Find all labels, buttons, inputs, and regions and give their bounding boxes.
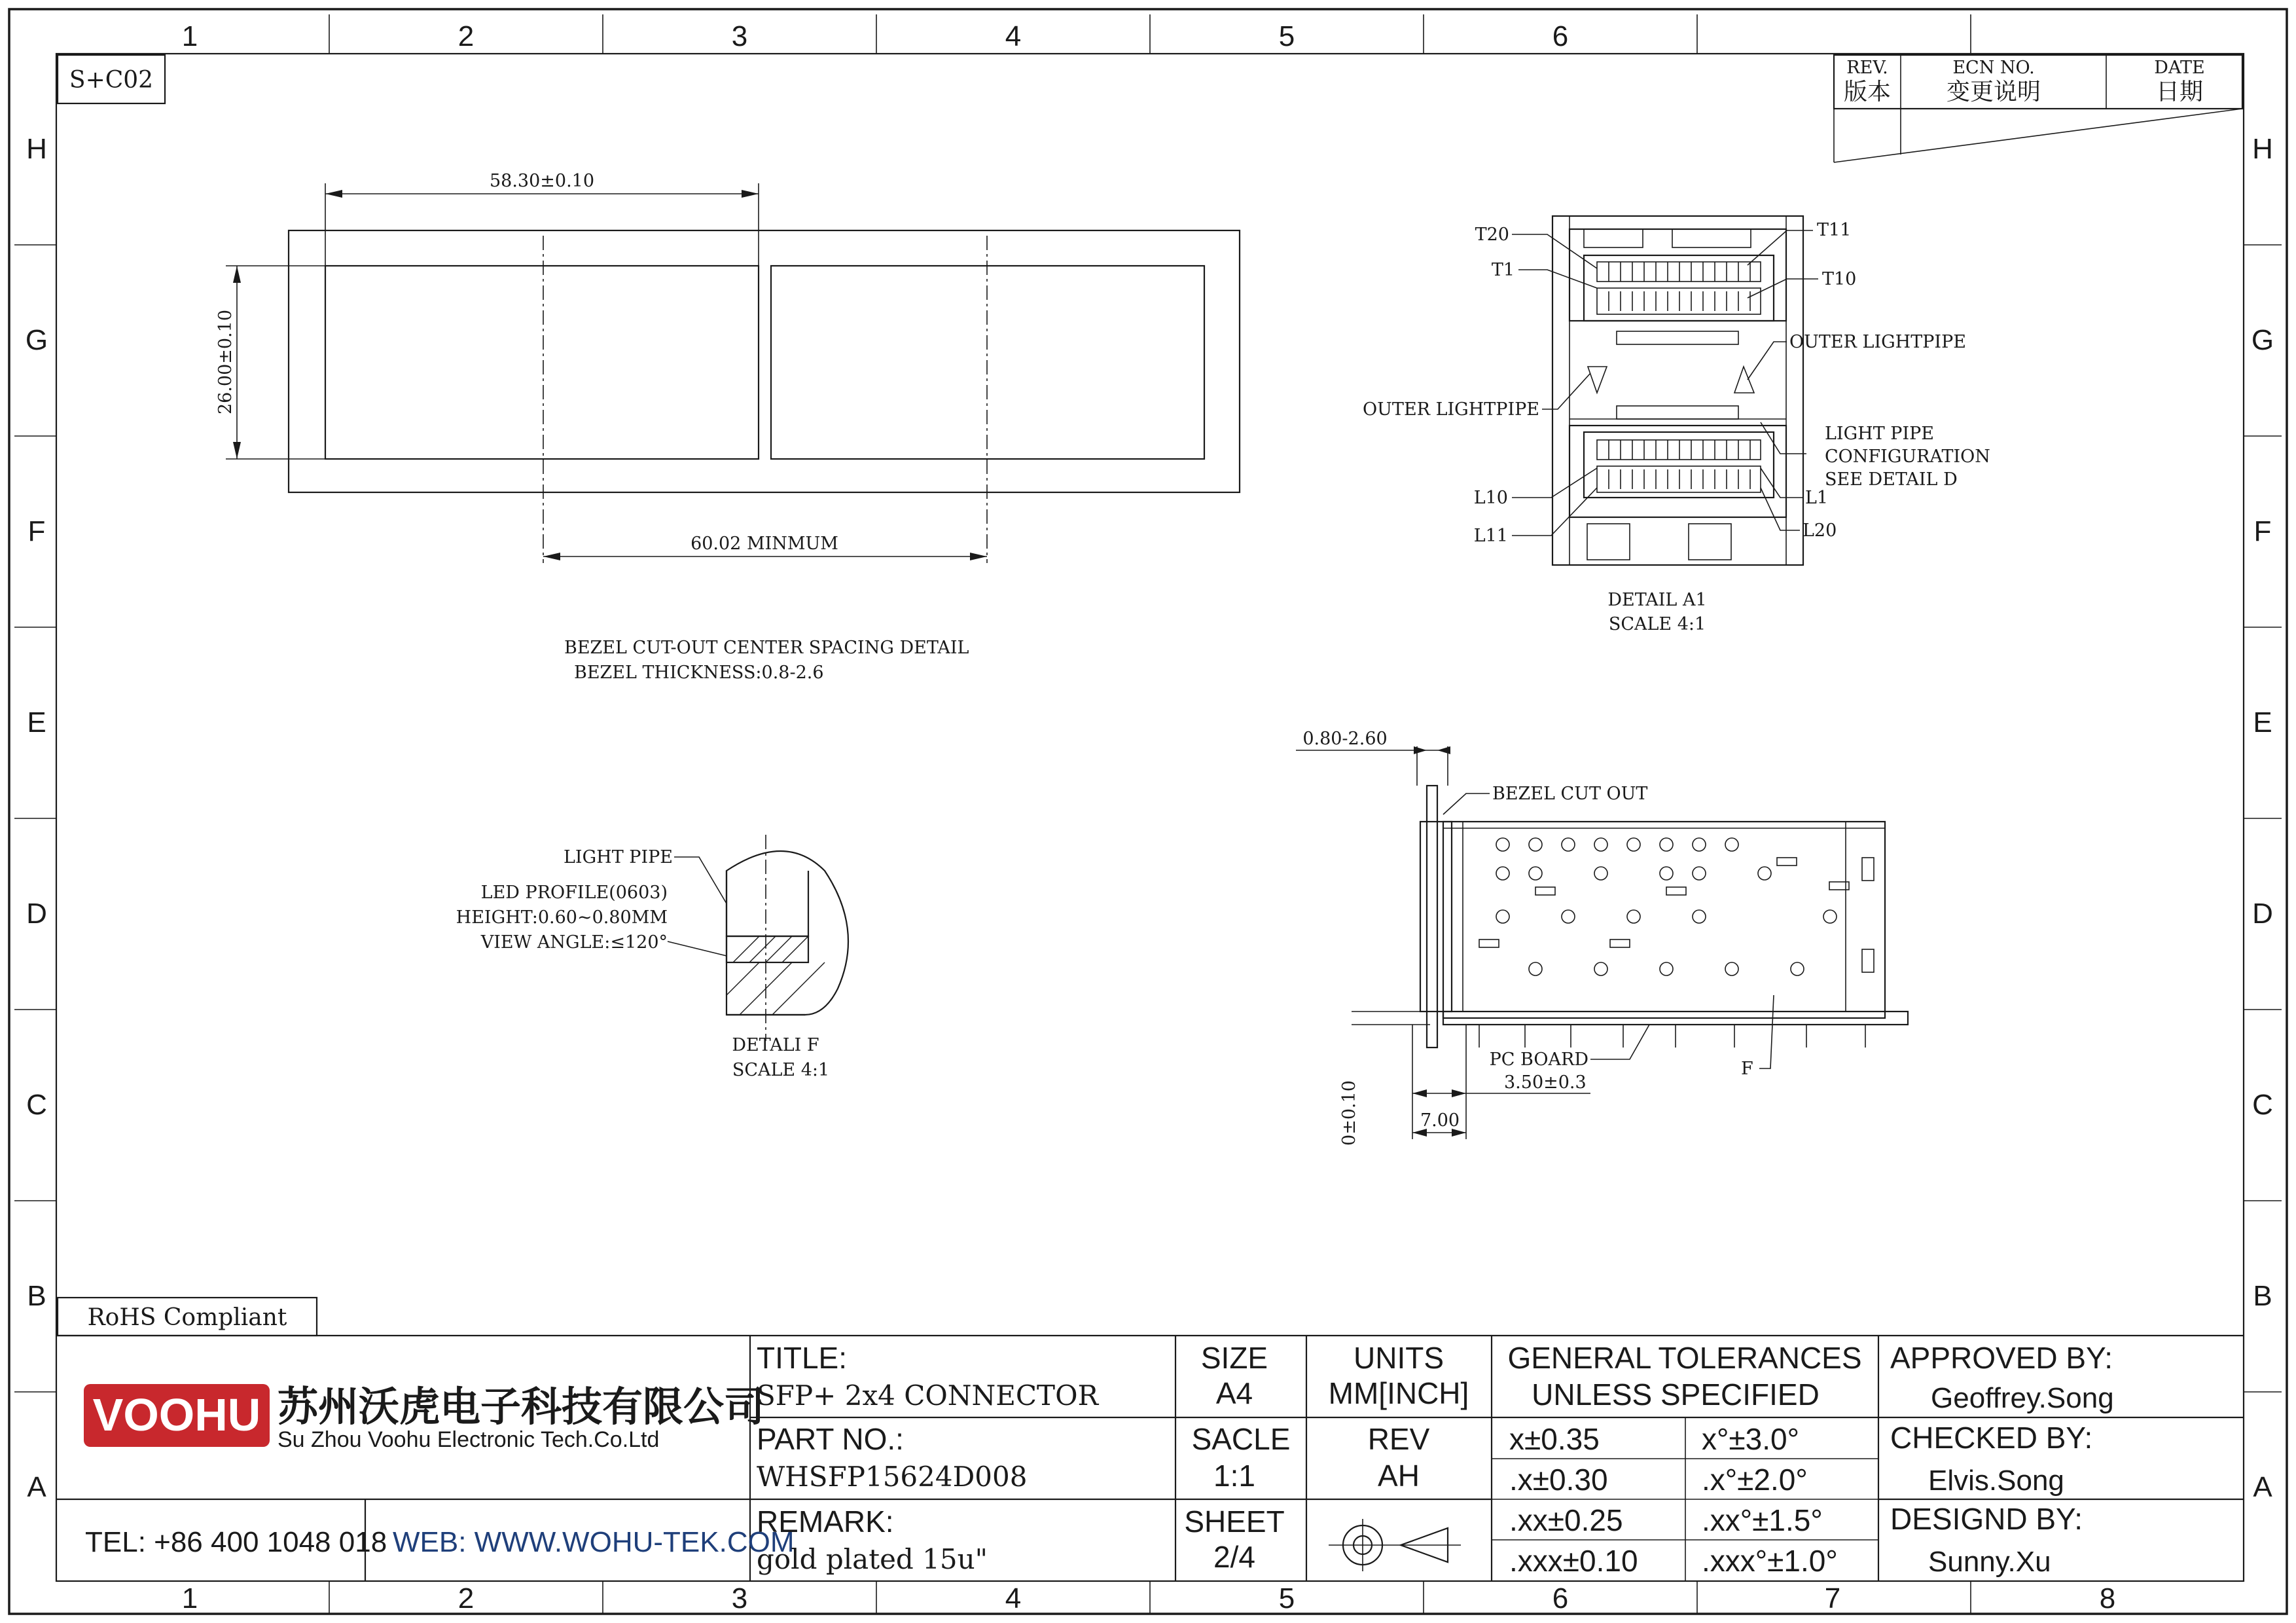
tolerance-header-1: GENERAL TOLERANCES [1507, 1341, 1862, 1375]
size-value: A4 [1215, 1376, 1253, 1410]
zone-row-left-g: G [25, 324, 48, 356]
tol-angular-0: x°±3.0° [1702, 1422, 1799, 1456]
tol-linear-1: .x±0.30 [1509, 1463, 1608, 1497]
label-led-profile: LED PROFILE(0603) [480, 883, 668, 903]
units-value: MM[INCH] [1328, 1376, 1469, 1410]
company-name-cn: 苏州沃虎电子科技有限公司 [278, 1385, 765, 1430]
revision-block [1834, 55, 2242, 162]
detail-f-view [456, 835, 848, 1080]
remark-label: REMARK: [757, 1504, 894, 1539]
label-t20: T20 [1475, 225, 1509, 245]
zone-col-bottom-6: 6 [1552, 1582, 1569, 1614]
zone-col-bottom-3: 3 [731, 1582, 748, 1614]
zone-row-right-b: B [2253, 1280, 2272, 1312]
label-outer-lightpipe-right: OUTER LIGHTPIPE [1789, 332, 1966, 352]
label-t1: T1 [1491, 260, 1515, 280]
label-side-f: F [1741, 1059, 1753, 1079]
zone-row-left-b: B [27, 1280, 46, 1312]
tolerance-header-2: UNLESS SPECIFIED [1532, 1377, 1820, 1412]
detail-f-caption-1: DETALI F [732, 1035, 819, 1055]
title-label: TITLE: [757, 1341, 848, 1375]
date-header: DATE [2154, 58, 2205, 78]
checked-value: Elvis.Song [1928, 1465, 2064, 1497]
zone-col-top-6: 6 [1552, 20, 1569, 52]
approved-value: Geoffrey.Song [1931, 1382, 2114, 1414]
zone-labels [26, 20, 2274, 1614]
scale-label: SACLE [1191, 1422, 1291, 1456]
tol-linear-3: .xxx±0.10 [1509, 1544, 1638, 1578]
zone-col-top-4: 4 [1005, 20, 1022, 52]
dim-60-02: 60.02 MINMUM [691, 534, 838, 554]
zone-row-left-h: H [26, 133, 47, 165]
label-l1: L1 [1805, 488, 1829, 508]
tol-linear-2: .xx±0.25 [1509, 1503, 1623, 1537]
label-light-pipe-1: LIGHT PIPE [1825, 424, 1935, 444]
rev-header: REV. [1846, 58, 1888, 78]
zone-row-right-d: D [2252, 898, 2273, 930]
label-detail-f-light-pipe: LIGHT PIPE [563, 847, 673, 867]
dim-7-00: 7.00 [1420, 1110, 1460, 1131]
zone-row-left-a: A [27, 1471, 46, 1503]
bezel-cutout-view [215, 171, 1240, 683]
rev-header-cn: 版本 [1843, 79, 1892, 105]
company-name-en: Su Zhou Voohu Electronic Tech.Co.Ltd [278, 1427, 660, 1452]
label-l11: L11 [1473, 526, 1508, 546]
bezel-caption-1: BEZEL CUT-OUT CENTER SPACING DETAIL [564, 638, 969, 658]
tol-angular-2: .xx°±1.5° [1702, 1503, 1823, 1537]
detail-a1-view [1363, 216, 1990, 634]
label-bezel-cut-out: BEZEL CUT OUT [1492, 784, 1648, 804]
rev-value: AH [1378, 1459, 1420, 1493]
zone-row-right-h: H [2252, 133, 2273, 165]
dim-26-00: 26.00±0.10 [215, 309, 236, 415]
zone-row-left-d: D [26, 898, 47, 930]
detail-a1-caption-1: DETAIL A1 [1607, 590, 1707, 610]
sheet-value: 2/4 [1213, 1540, 1255, 1574]
zone-col-top-3: 3 [731, 20, 748, 52]
label-t11: T11 [1817, 220, 1852, 240]
dim-3-50: 3.50±0.3 [1504, 1072, 1587, 1093]
label-l20: L20 [1803, 520, 1837, 541]
partno-value: WHSFP15624D008 [757, 1461, 1028, 1493]
zone-col-top-5: 5 [1278, 20, 1295, 52]
side-view [1296, 729, 1908, 1146]
tol-angular-3: .xxx°±1.0° [1702, 1544, 1838, 1578]
approved-label: APPROVED BY: [1890, 1341, 2113, 1375]
rohs-text: RoHS Compliant [87, 1304, 287, 1331]
zone-row-right-c: C [2252, 1089, 2273, 1121]
zone-row-left-f: F [27, 515, 46, 547]
label-outer-lightpipe-left: OUTER LIGHTPIPE [1363, 399, 1539, 420]
zone-col-bottom-8: 8 [2099, 1582, 2116, 1614]
label-t10: T10 [1822, 269, 1857, 289]
designed-label: DESIGND BY: [1890, 1502, 2083, 1536]
rev-label: REV [1367, 1422, 1430, 1456]
zone-col-bottom-7: 7 [1824, 1582, 1841, 1614]
projection-symbol-icon [1329, 1519, 1461, 1571]
scale-value: 1:1 [1213, 1459, 1255, 1493]
title-block [56, 1336, 2244, 1581]
detail-a1-caption-2: SCALE 4:1 [1608, 614, 1706, 634]
date-header-cn: 日期 [2155, 79, 2204, 105]
tol-angular-1: .x°±2.0° [1702, 1463, 1808, 1497]
title-value: SFP+ 2x4 CONNECTOR [757, 1379, 1099, 1412]
dim-0-80-2-60: 0.80-2.60 [1302, 729, 1388, 749]
checked-label: CHECKED BY: [1890, 1421, 2093, 1455]
label-light-pipe-2: CONFIGURATION [1825, 447, 1990, 467]
zone-row-right-f: F [2253, 515, 2272, 547]
label-view-angle: VIEW ANGLE:≤120° [480, 932, 668, 953]
detail-f-caption-2: SCALE 4:1 [732, 1060, 830, 1080]
label-light-pipe-3: SEE DETAIL D [1825, 469, 1958, 490]
zone-col-bottom-2: 2 [457, 1582, 475, 1614]
logo-text: VOOHU [92, 1389, 261, 1440]
zone-row-right-a: A [2253, 1471, 2272, 1503]
units-label: UNITS [1354, 1341, 1444, 1375]
sheet-badge-text: S+C02 [69, 67, 154, 94]
zone-row-right-e: E [2253, 706, 2272, 739]
partno-label: PART NO.: [757, 1422, 904, 1456]
zone-col-bottom-4: 4 [1005, 1582, 1022, 1614]
rohs-label [58, 1298, 317, 1336]
sheet-badge [58, 55, 165, 103]
bezel-caption-2: BEZEL THICKNESS:0.8-2.6 [574, 663, 824, 683]
ecn-header-cn: 变更说明 [1946, 79, 2041, 105]
label-led-height: HEIGHT:0.60~0.80MM [456, 907, 668, 928]
zone-row-right-g: G [2251, 324, 2274, 356]
dim-58-30: 58.30±0.10 [489, 171, 595, 191]
zone-col-bottom-5: 5 [1278, 1582, 1295, 1614]
dim-0-010: 0±0.10 [1339, 1080, 1359, 1146]
sheet-label: SHEET [1184, 1504, 1285, 1539]
label-l10: L10 [1473, 488, 1508, 508]
zone-row-left-e: E [27, 706, 46, 739]
tol-linear-0: x±0.35 [1509, 1422, 1600, 1456]
ecn-header: ECN NO. [1952, 58, 2035, 78]
zone-col-bottom-1: 1 [181, 1582, 198, 1614]
designed-value: Sunny.Xu [1928, 1546, 2051, 1578]
zone-col-top-2: 2 [457, 20, 475, 52]
remark-value: gold plated 15u" [757, 1543, 988, 1575]
zone-row-left-c: C [26, 1089, 47, 1121]
zone-col-top-1: 1 [181, 20, 198, 52]
size-label: SIZE [1200, 1341, 1268, 1375]
label-pc-board: PC BOARD [1489, 1049, 1588, 1070]
web-link[interactable]: WEB: WWW.WOHU-TEK.COM [393, 1526, 795, 1558]
tel: TEL: +86 400 1048 018 [85, 1526, 387, 1558]
